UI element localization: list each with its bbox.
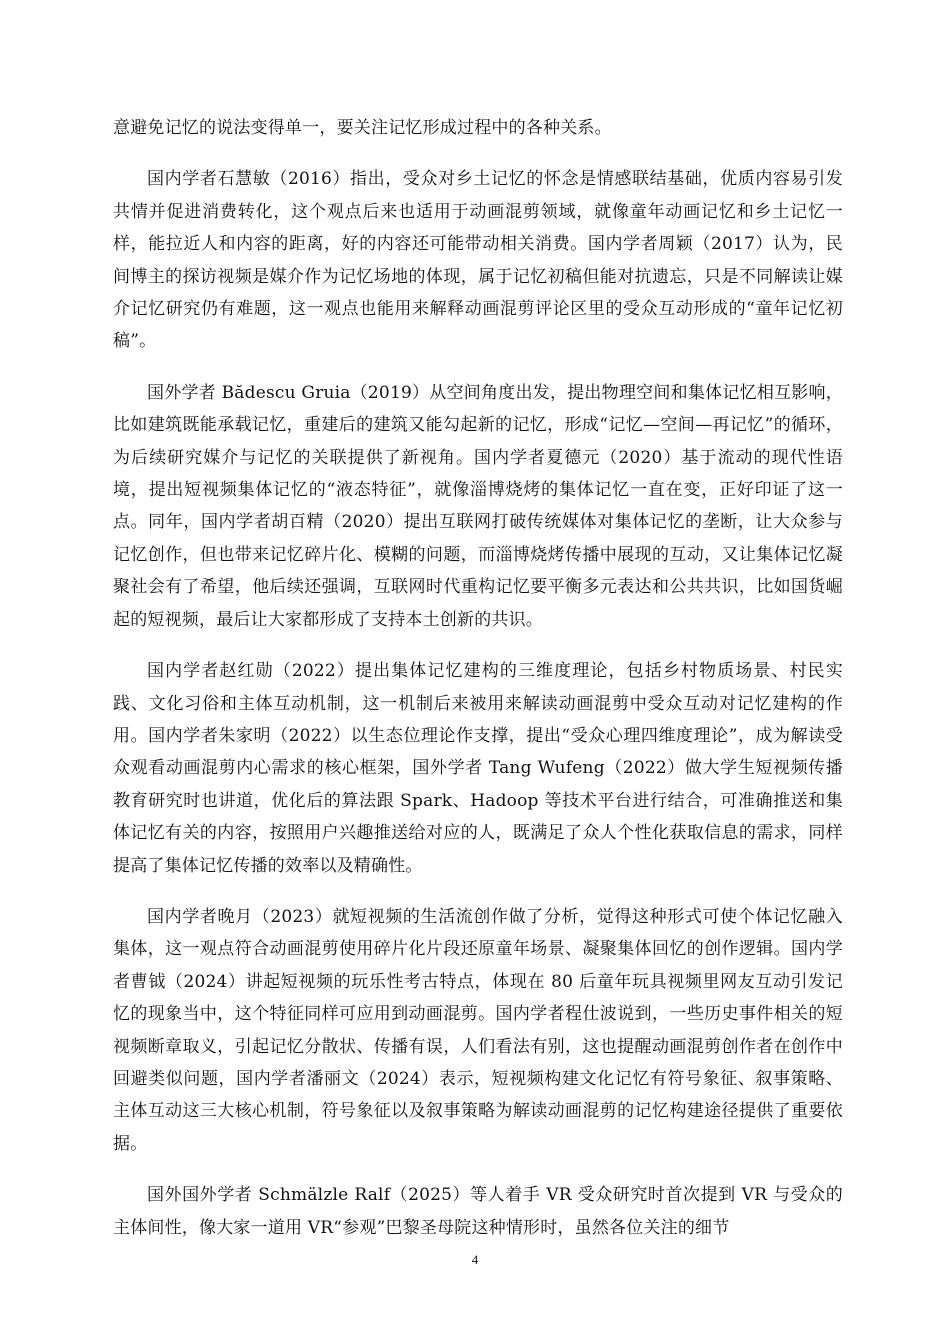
paragraph-badescu-xia-hu: 国外学者 Bădescu Gruia（2019）从空间角度出发，提出物理空间和集体记忆相互影响，比如建筑既能承载记忆，重建后的建筑又能勾起新的记忆，形成“记忆—空间—再记忆”的循环，为后续研究媒介与记忆的关联提供了新视角。国内学者夏德元（2020）基于流动的现代性语境，提出短视频集体记忆的“液态特征”，就像淄博烧烤的集体记忆一直在变，正好印证了这一点。同年，国内学者胡百精（2020）提出互联网打破传统媒体对集体记忆的垄断，让大众参与记忆创作，但也带来记忆碎片化、模糊的问题，而淄博烧烤传播中展现的互动，又让集体记忆凝聚社会有了希望，他后续还强调，互联网时代重构记忆要平衡多元表达和公共共识，比如国货崛起的短视频，最后让大家都形成了支持本土创新的共识。 xyxy=(113,382,843,630)
paragraph-zhao-zhu-tang: 国内学者赵红勋（2022）提出集体记忆建构的三维度理论，包括乡村物质场景、村民实践、文化习俗和主体互动机制，这一机制后来被用来解读动画混剪中受众互动对记忆建构的作用。国内学者朱家明（2022）以生态位理论作支撑，提出“受众心理四维度理论”，成为解读受众观看动画混剪内心需求的核心框架，国外学者 Tang Wufeng（2022）做大学生短视频传播教育研究时也讲道，优化后的算法跟 Spark、Hadoop 等技术平台进行结合，可准确推送和集体记忆有关的内容，按照用户兴趣推送给对应的人，既满足了众人个性化获取信息的需求，同样提高了集体记忆传播的效率以及精确性。 xyxy=(113,661,843,876)
paragraph-continuation: 意避免记忆的说法变得单一，要关注记忆形成过程中的各种关系。 xyxy=(113,118,612,138)
page-number: 4 xyxy=(471,1252,479,1267)
paragraph-schmalzle: 国外国外学者 Schmälzle Ralf（2025）等人着手 VR 受众研究时首次提到 VR 与受众的主体间性，像大家一道用 VR“参观”巴黎圣母院这种情形时，虽然各位关注的细节 xyxy=(113,1185,843,1238)
document-body xyxy=(113,112,843,1263)
paragraph-shi-huimin-zhou-ying: 国内学者石慧敏（2016）指出，受众对乡土记忆的怀念是情感联结基础，优质内容易引发共情并促进消费转化，这个观点后来也适用于动画混剪领域，就像童年动画记忆和乡土记忆一样，能拉近人和内容的距离，好的内容还可能带动相关消费。国内学者周颖（2017）认为，民间博主的探访视频是媒介作为记忆场地的体现，属于记忆初稿但能对抗遗忘，只是不同解读让媒介记忆研究仍有难题，这一观点也能用来解释动画混剪评论区里的受众互动形成的“童年记忆初稿”。 xyxy=(113,169,843,352)
paragraph-wanyue-caoyue-pan: 国内学者晚月（2023）就短视频的生活流创作做了分析，觉得这种形式可使个体记忆融入集体，这一观点符合动画混剪使用碎片化片段还原童年场景、凝聚集体回忆的创作逻辑。国内学者曹钺（2024）讲起短视频的玩乐性考古特点，体现在 80 后童年玩具视频里网友互动引发记忆的现象当中，这个特征同样可应用到动画混剪。国内学者程仕波说到，一些历史事件相关的短视频断章取义，引起记忆分散状、传播有误，人们看法有别，这也提醒动画混剪创作者在创作中回避类似问题，国内学者潘丽文（2024）表示，短视频构建文化记忆有符号象征、叙事策略、主体互动这三大核心机制，符号象征以及叙事策略为解读动画混剪的记忆构建途径提供了重要依据。 xyxy=(113,906,843,1154)
